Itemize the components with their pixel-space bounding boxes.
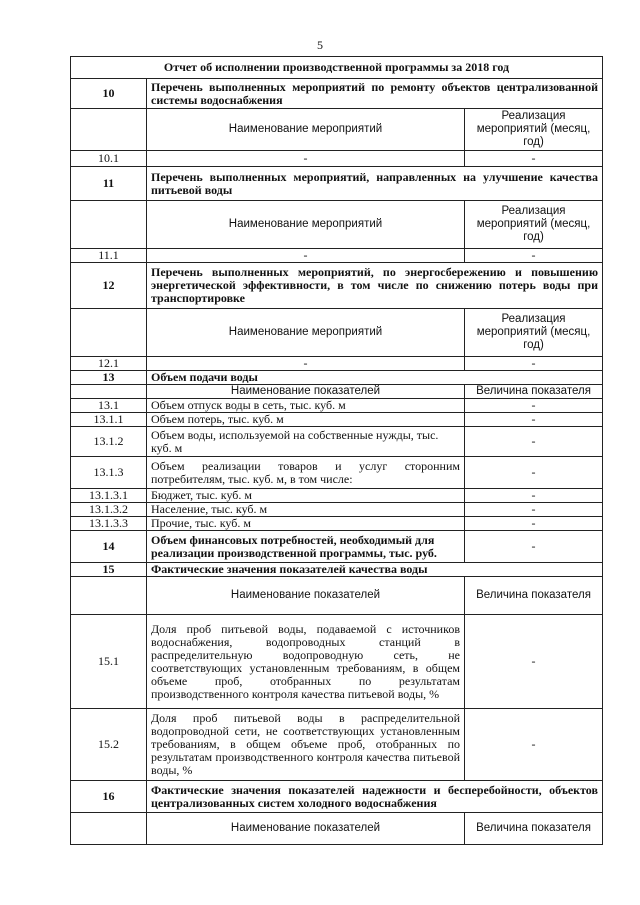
section-16-row	[71, 781, 603, 813]
table-row	[71, 503, 603, 517]
section-15-header-row	[71, 577, 603, 615]
report-title: Отчет об исполнении производственной программы за 2018 год	[71, 57, 603, 79]
section-number: 12	[71, 263, 147, 309]
section-number: 10	[71, 79, 147, 109]
row-label: Доля проб питьевой воды, подаваемой с источников водоснабжения, водопроводных станций в распределительную водопроводную сеть, не соответствующих установленным требованиям, в общем объеме проб, отобранных по результатам производственного контроля качества питьевой воды, %	[147, 615, 465, 709]
section-13-header-row	[71, 385, 603, 399]
section-number: 16	[71, 781, 147, 813]
section-title: Объем подачи воды	[147, 371, 603, 385]
value-header: Величина показателя	[465, 385, 603, 399]
row-number: 15.2	[71, 709, 147, 781]
row-value: -	[465, 427, 603, 457]
section-title: Перечень выполненных мероприятий, направленных на улучшение качества питьевой воды	[147, 167, 603, 201]
realization-header: Реализация мероприятий (месяц, год)	[465, 109, 603, 151]
section-15-row	[71, 563, 603, 577]
section-number: 11	[71, 167, 147, 201]
row-number: 13.1.3.1	[71, 489, 147, 503]
row-number: 15.1	[71, 615, 147, 709]
activity-header: Наименование мероприятий	[147, 309, 465, 357]
row-label: Бюджет, тыс. куб. м	[147, 489, 465, 503]
section-title: Фактические значения показателей качества воды	[147, 563, 603, 577]
report-table	[70, 56, 603, 845]
table-row	[71, 615, 603, 709]
row-label: Объем реализации товаров и услуг сторонним потребителям, тыс. куб. м, в том числе:	[147, 457, 465, 489]
row-number: 12.1	[71, 357, 147, 371]
section-number: 14	[71, 531, 147, 563]
realization-value: -	[465, 249, 603, 263]
row-number: 13.1.1	[71, 413, 147, 427]
row-number: 13.1.3.3	[71, 517, 147, 531]
table-row	[71, 399, 603, 413]
row-number: 10.1	[71, 151, 147, 167]
row-label: Доля проб питьевой воды в распределительной водопроводной сети, не соответствующих установленным требованиям, в общем объеме проб, отобранных по результатам производственного контроля качества питьевой воды, %	[147, 709, 465, 781]
section-number: 13	[71, 371, 147, 385]
table-row	[71, 413, 603, 427]
section-16-header-row	[71, 813, 603, 845]
indicator-header: Наименование показателей	[147, 577, 465, 615]
row-label: Прочие, тыс. куб. м	[147, 517, 465, 531]
row-value: -	[465, 413, 603, 427]
indicator-header: Наименование показателей	[147, 813, 465, 845]
activity-value: -	[147, 151, 465, 167]
section-title: Объем финансовых потребностей, необходимый для реализации производственной программы, тыс. руб.	[147, 531, 465, 563]
realization-value: -	[465, 151, 603, 167]
row-label: Объем потерь, тыс. куб. м	[147, 413, 465, 427]
row-label: Объем отпуск воды в сеть, тыс. куб. м	[147, 399, 465, 413]
section-12-row	[71, 263, 603, 309]
table-row	[71, 517, 603, 531]
value-header: Величина показателя	[465, 813, 603, 845]
section-12-header-row	[71, 309, 603, 357]
row-number: 11.1	[71, 249, 147, 263]
row-value: -	[465, 709, 603, 781]
row-value: -	[465, 489, 603, 503]
row-value: -	[465, 615, 603, 709]
activity-value: -	[147, 249, 465, 263]
section-10-row	[71, 79, 603, 109]
table-row	[71, 427, 603, 457]
indicator-header: Наименование показателей	[147, 385, 465, 399]
row-number: 13.1.3.2	[71, 503, 147, 517]
table-row	[71, 709, 603, 781]
section-10-data-row	[71, 151, 603, 167]
row-value: -	[465, 503, 603, 517]
section-14-row	[71, 531, 603, 563]
section-12-data-row	[71, 357, 603, 371]
table-row	[71, 457, 603, 489]
section-title: Перечень выполненных мероприятий по ремонту объектов централизованной системы водоснабжения	[147, 79, 603, 109]
section-10-header-row	[71, 109, 603, 151]
row-label: Объем воды, используемой на собственные нужды, тыс. куб. м	[147, 427, 465, 457]
realization-header: Реализация мероприятий (месяц, год)	[465, 309, 603, 357]
section-11-header-row	[71, 201, 603, 249]
activity-value: -	[147, 357, 465, 371]
activity-header: Наименование мероприятий	[147, 201, 465, 249]
section-value: -	[465, 531, 603, 563]
row-value: -	[465, 517, 603, 531]
row-value: -	[465, 457, 603, 489]
realization-header: Реализация мероприятий (месяц, год)	[465, 201, 603, 249]
value-header: Величина показателя	[465, 577, 603, 615]
section-number: 15	[71, 563, 147, 577]
row-number: 13.1	[71, 399, 147, 413]
section-title: Перечень выполненных мероприятий, по энергосбережению и повышению энергетической эффективности, в том числе по снижению потерь воды при транспортировке	[147, 263, 603, 309]
section-13-row	[71, 371, 603, 385]
row-number: 13.1.2	[71, 427, 147, 457]
section-11-row	[71, 167, 603, 201]
realization-value: -	[465, 357, 603, 371]
title-row	[71, 57, 603, 79]
row-label: Население, тыс. куб. м	[147, 503, 465, 517]
page-number: 5	[317, 38, 323, 52]
row-number: 13.1.3	[71, 457, 147, 489]
activity-header: Наименование мероприятий	[147, 109, 465, 151]
section-title: Фактические значения показателей надежности и бесперебойности, объектов централизованных систем холодного водоснабжения	[147, 781, 603, 813]
row-value: -	[465, 399, 603, 413]
section-11-data-row	[71, 249, 603, 263]
table-row	[71, 489, 603, 503]
